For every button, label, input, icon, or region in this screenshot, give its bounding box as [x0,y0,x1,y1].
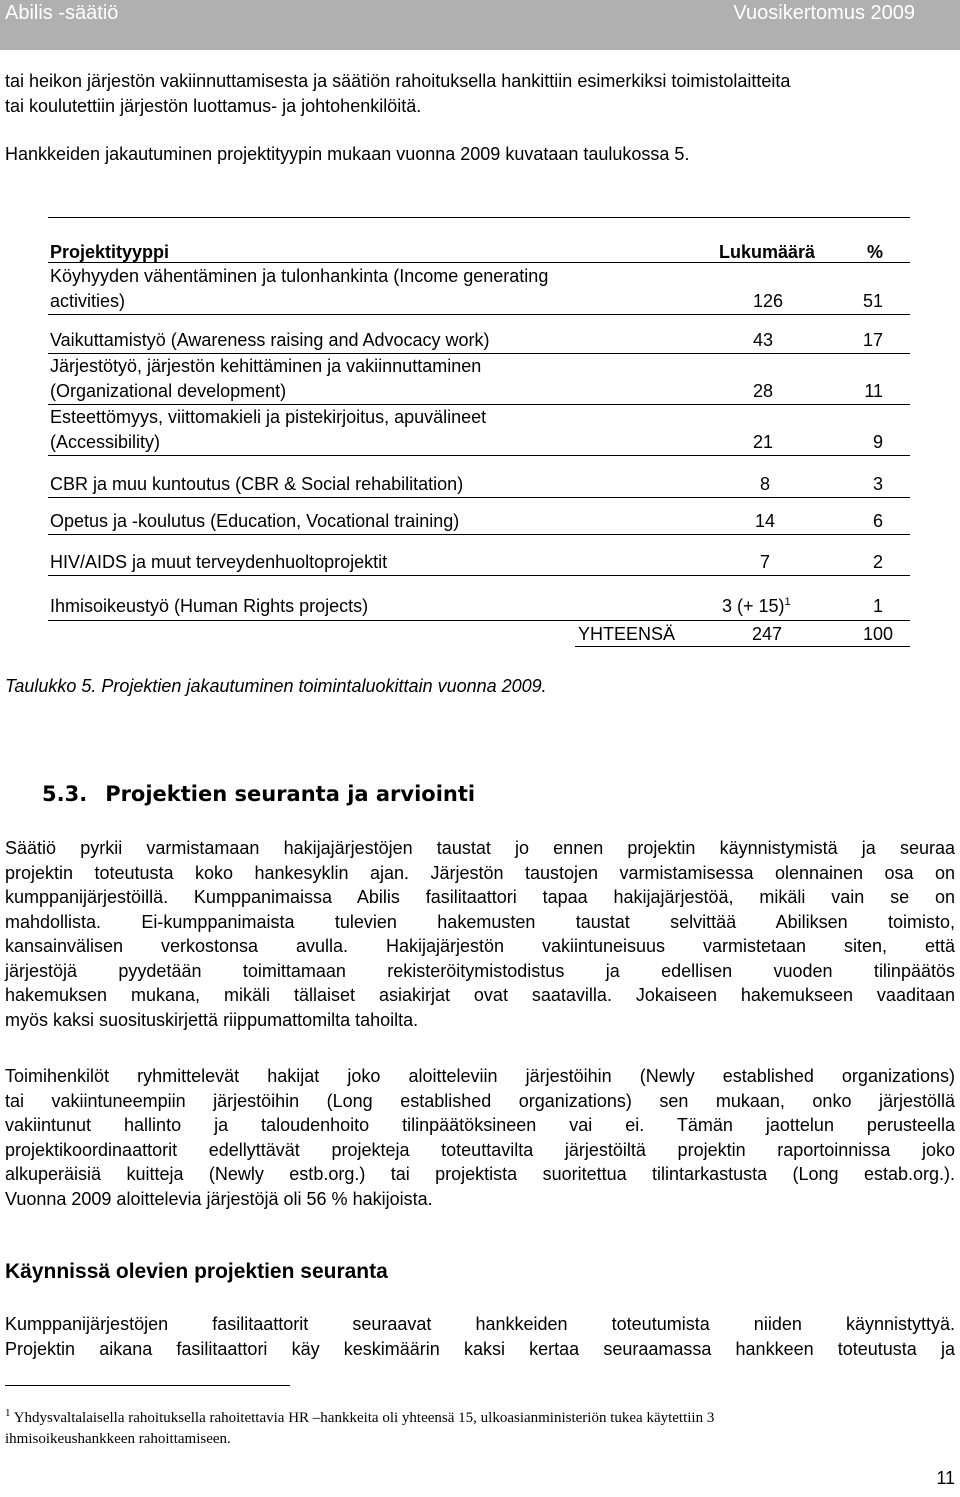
total-percent: 100 [862,624,893,644]
row-count: 126 [752,291,783,311]
row-type-line-1: Vaikuttamistyö (Awareness raising and Advocacy work) [50,330,490,350]
table-caption: Taulukko 5. Projektien jakautuminen toimintaluokittain vuonna 2009. [5,676,547,696]
section-heading [42,782,475,806]
para1-line: Säätiö pyrkii varmistamaan hakijajärjestöjen taustat jo ennen projektin käynnistymistä ja seuraa [5,838,955,858]
row-type-line-2: (Organizational development) [50,381,287,401]
row-count: 21 [752,432,773,452]
header-organization: Abilis -säätiö [5,2,119,24]
row-type-line-1: Järjestötyö, järjestön kehittäminen ja vakiinnuttaminen [50,356,482,376]
para3-line: Projektin aikana fasilitaattori käy keskimäärin kaksi kertaa seuraamassa hankkeen toteutusta ja [5,1338,955,1359]
para1-line: hakemuksen mukana, mikäli tällaiset asiakirjat ovat saatavilla. Jokaiseen hakemukseen vaaditaan [5,985,955,1005]
header-report-title: Vuosikertomus 2009 [733,2,915,24]
para2-line: Toimihenkilöt ryhmittelevät hakijat joko aloitteleviin järjestöihin (Newly established organizations) [5,1066,955,1086]
para1-line: järjestöjä pyydetään toimittamaan rekisteröitymistodistus ja edellisen vuoden tilinpäätös [5,960,955,981]
row-percent: 2 [872,552,883,572]
table-top-rule [48,217,910,218]
header-project-type: Projektityyppi [50,242,170,262]
row-rule [48,497,910,498]
footnote-mark: 1 [5,1407,11,1419]
row-percent: 17 [862,330,883,350]
para2-line: Vuonna 2009 aloittelevia järjestöjä oli 56 % hakijoista. [5,1188,433,1209]
row-type-line-1: HIV/AIDS ja muut terveydenhuoltoprojektit [50,552,388,572]
footnote [5,1408,955,1450]
para2-line: tai vakiintuneempiin järjestöihin (Long established organizations) sen mukaan, onko järjestöllä [5,1090,955,1111]
footnote-separator [5,1385,290,1386]
page-number: 11 [936,1468,955,1488]
row-type-line-1: CBR ja muu kuntoutus (CBR & Social rehabilitation) [50,474,464,494]
row-type-line-1: Ihmisoikeustyö (Human Rights projects) [50,596,369,616]
para1-line: kumppanijärjestöillä. Kumppanimaissa Abilis fasilitaattori tapaa hakijajärjestöä, mikäli vain se on [5,887,955,907]
row-count: 14 [754,511,775,531]
para3-line: Kumppanijärjestöjen fasilitaattorit seuraavat hankkeiden toteutumista niiden käynnistyttyä. [5,1314,955,1334]
intro-line-3: Hankkeiden jakautuminen projektityypin mukaan vuonna 2009 kuvataan taulukossa 5. [5,144,690,164]
row-type-line-2: (Accessibility) [50,432,161,452]
row-rule [48,534,910,535]
paragraph-background-check [5,836,955,1032]
row-count: 43 [752,330,773,350]
row-percent: 1 [872,596,883,616]
row-percent: 9 [872,432,883,452]
para1-line: kansainvälisen verkostonsa avulla. Hakijajärjestön vakiintuneisuus varmistetaan siten, että [5,936,955,956]
para1-line: mahdollista. Ei-kumppanimaista tulevien hakemusten taustat selvittää Abiliksen toimisto, [5,911,955,932]
row-count: 8 [759,474,770,494]
row-percent: 11 [864,381,883,401]
para2-line: alkuperäisiä kuitteja (Newly estb.org.) tai projektista suoritettua tilintarkastusta (Long estab.org.). [5,1164,955,1184]
row-type-line-1: Esteettömyys, viittomakieli ja pistekirjoitus, apuvälineet [50,407,487,427]
row-count-cell [722,594,791,619]
intro-line-2: tai koulutettiin järjestön luottamus- ja johtohenkilöitä. [5,96,422,116]
footnote-line-1: Yhdysvaltalaisella rahoituksella rahoitettavia HR –hankkeita oli yhteensä 15, ulkoasianministeriön tukea käytettiin 3 [13,1410,715,1426]
row-type-line-1: Opetus ja -koulutus (Education, Vocational training) [50,511,460,531]
total-count: 247 [751,624,782,644]
para2-line: vakiintunut hallinto ja taloudenhoito tilinpäätöksineen vai ei. Tämän jaottelun perusteella [5,1115,955,1135]
row-type-line-1: Köyhyyden vähentäminen ja tulonhankinta (Income generating [50,266,549,286]
total-label: YHTEENSÄ [578,624,676,644]
para2-line: projektikoordinaattorit edellyttävät projekteja toteuttavilta järjestöiltä projektin raportoinnissa joko [5,1139,955,1160]
row-rule [48,314,910,315]
row-percent: 51 [862,291,883,311]
row-rule [48,620,910,621]
row-rule [48,262,910,263]
paragraph-applicant-grouping [5,1064,955,1211]
footnote-line-2: ihmisoikeushankkeen rahoittamiseen. [5,1431,231,1447]
row-type-line-2: activities) [50,291,126,311]
section-title: Projektien seuranta ja arviointi [105,782,476,806]
para1-line: myös kaksi suosituskirjettä riippumattomilta tahoilta. [5,1009,419,1030]
row-percent: 3 [872,474,883,494]
row-count: 3 (+ 15) [722,596,785,616]
paragraph-monitoring [5,1312,955,1361]
footnote-reference: 1 [784,596,791,608]
para1-line: projektin toteutusta koko hankesyklin ajan. Järjestön taustojen varmistamisessa olennainen osa on [5,862,955,883]
row-count: 7 [759,552,770,572]
subheading: Käynnissä olevien projektien seuranta [5,1260,388,1283]
row-count: 28 [752,381,773,401]
row-percent: 6 [872,511,883,531]
total-rule [575,646,910,647]
row-rule [48,455,910,456]
header-count: Lukumäärä [718,242,815,262]
header-percent: % [866,242,883,262]
intro-line-1: tai heikon järjestön vakiinnuttamisesta ja säätiön rahoituksella hankittiin esimerkiksi toimistolaitteita [5,71,791,91]
row-rule [48,575,910,576]
section-number: 5.3. [42,782,88,806]
